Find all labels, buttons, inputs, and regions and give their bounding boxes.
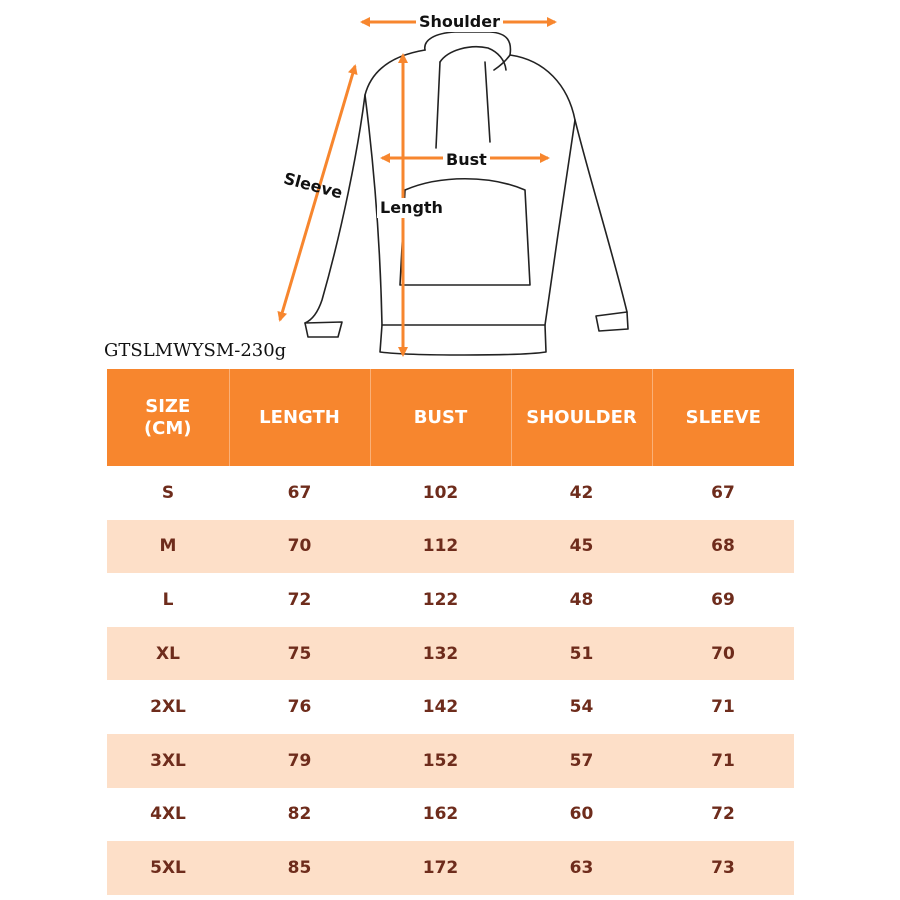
sleeve-cell: 72 bbox=[652, 788, 794, 842]
size-cell: 4XL bbox=[107, 788, 229, 842]
sleeve-cell: 69 bbox=[652, 573, 794, 627]
shoulder-cell: 48 bbox=[511, 573, 652, 627]
shoulder-cell: 45 bbox=[511, 520, 652, 574]
bust-label: Bust bbox=[443, 150, 490, 170]
size-cell: 3XL bbox=[107, 734, 229, 788]
table-row bbox=[107, 520, 794, 574]
bust-cell: 162 bbox=[370, 788, 511, 842]
sleeve-label: Sleeve bbox=[281, 168, 345, 203]
table-row bbox=[107, 680, 794, 734]
table-header-row bbox=[107, 369, 794, 466]
measurement-diagram bbox=[0, 0, 900, 370]
header-bust: BUST bbox=[370, 369, 511, 466]
bust-cell: 172 bbox=[370, 841, 511, 895]
length-cell: 72 bbox=[229, 573, 370, 627]
sleeve-cell: 68 bbox=[652, 520, 794, 574]
length-cell: 75 bbox=[229, 627, 370, 681]
bust-cell: 142 bbox=[370, 680, 511, 734]
header-size: SIZE (CM) bbox=[107, 369, 229, 466]
shoulder-cell: 63 bbox=[511, 841, 652, 895]
length-label: Length bbox=[377, 198, 446, 218]
sleeve-cell: 71 bbox=[652, 734, 794, 788]
table-row bbox=[107, 841, 794, 895]
bust-cell: 112 bbox=[370, 520, 511, 574]
bust-cell: 122 bbox=[370, 573, 511, 627]
length-cell: 70 bbox=[229, 520, 370, 574]
shoulder-cell: 51 bbox=[511, 627, 652, 681]
size-cell: XL bbox=[107, 627, 229, 681]
size-cell: M bbox=[107, 520, 229, 574]
sleeve-cell: 70 bbox=[652, 627, 794, 681]
shoulder-cell: 42 bbox=[511, 466, 652, 520]
length-cell: 76 bbox=[229, 680, 370, 734]
hoodie-illustration bbox=[0, 0, 900, 370]
shoulder-cell: 60 bbox=[511, 788, 652, 842]
size-cell: S bbox=[107, 466, 229, 520]
length-cell: 79 bbox=[229, 734, 370, 788]
shoulder-label: Shoulder bbox=[416, 12, 503, 32]
length-cell: 82 bbox=[229, 788, 370, 842]
bust-cell: 152 bbox=[370, 734, 511, 788]
table-row bbox=[107, 627, 794, 681]
sleeve-cell: 73 bbox=[652, 841, 794, 895]
shoulder-cell: 57 bbox=[511, 734, 652, 788]
hoodie-outline bbox=[305, 32, 628, 355]
size-cell: L bbox=[107, 573, 229, 627]
size-cell: 5XL bbox=[107, 841, 229, 895]
table-row bbox=[107, 788, 794, 842]
header-length: LENGTH bbox=[229, 369, 370, 466]
shoulder-cell: 54 bbox=[511, 680, 652, 734]
sleeve-cell: 67 bbox=[652, 466, 794, 520]
header-sleeve: SLEEVE bbox=[652, 369, 794, 466]
table-row bbox=[107, 573, 794, 627]
header-shoulder: SHOULDER bbox=[511, 369, 652, 466]
bust-cell: 102 bbox=[370, 466, 511, 520]
size-cell: 2XL bbox=[107, 680, 229, 734]
length-cell: 85 bbox=[229, 841, 370, 895]
sleeve-cell: 71 bbox=[652, 680, 794, 734]
bust-cell: 132 bbox=[370, 627, 511, 681]
length-cell: 67 bbox=[229, 466, 370, 520]
table-row bbox=[107, 734, 794, 788]
size-chart-table bbox=[107, 369, 794, 895]
table-row bbox=[107, 466, 794, 520]
product-code: GTSLMWYSM-230g bbox=[104, 340, 287, 361]
